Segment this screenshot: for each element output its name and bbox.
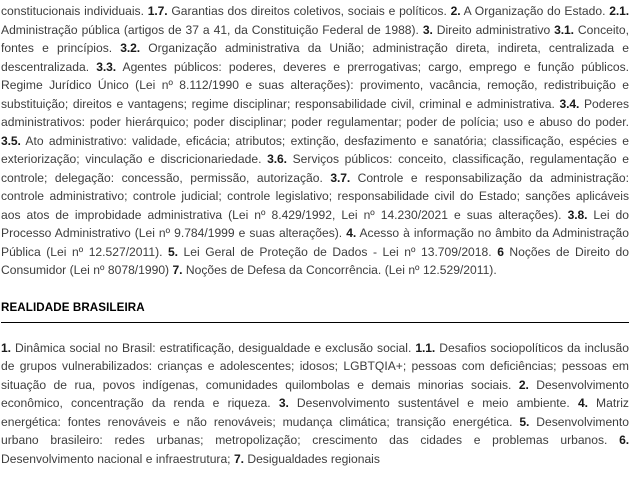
conteudo-programatico-paragrafo-1: constitucionais individuais. 1.7. Garantias dos direitos coletivos, sociais e políticos. 2. A Organização do Estado. 2.1. Administração pública (artigos de 37 a 41, da Constituição Federal de 1988). 3. Direito administrativo 3.1. Conceito, fontes e princípios. 3.2. Organização administrativa da União; administração direta, indireta, centralizada e descentralizada. 3.3. Agentes públicos: poderes, deveres e prerrogativas; cargo, emprego e função públicos. Regime Jurídico Único (Lei nº 8.112/1990 e suas alterações): provimento, vacância, remoção, redistribuição e substituição; direitos e vantagens; regime disciplinar; responsabilidade civil, criminal e administrativa. 3.4. Poderes administrativos: poder hierárquico; poder disciplinar; poder regulamentar; poder de polícia; uso e abuso do poder. 3.5. Ato administrativo: validade, eficácia; atributos; extinção, desfazimento e sanatória; classificação, espécies e exteriorização; vinculação e discricionariedade. 3.6. Serviços públicos: conceito, classificação, regulamentação e controle; delegação: concessão, permissão, autorização. 3.7. Controle e responsabilização da administração: controle administrativo; controle judicial; controle legislativo; responsabilidade civil do Estado; sanções aplicáveis aos atos de improbidade administrativa (Lei nº 8.429/1992, Lei nº 14.230/2021 e suas alterações). 3.8. Lei do Processo Administrativo (Lei nº 9.784/1999 e suas alterações). 4. Acesso à informação no âmbito da Administração Pública (Lei nº 12.527/2011). 5. Lei Geral de Proteção de Dados - Lei nº 13.709/2018. 6 Noções de Direito do Consumidor (Lei nº 8078/1990) 7. Noções de Defesa da Concorrência. (Lei nº 12.529/2011). <box>1 4 630 277</box>
heading-spacer-bottom <box>1 314 629 322</box>
realidade-brasileira-heading: REALIDADE BRASILEIRA <box>1 300 145 314</box>
realidade-brasileira-paragrafo: 1. Dinâmica social no Brasil: estratificação, desigualdade e exclusão social. 1.1. Desafios sociopolíticos da inclusão de grupos vulnerabilizados: crianças e adolescentes; idosos; LGBTQIA+; pessoas com deficiências; pessoas em situação de rua, povos indígenas, comunidades quilombolas e demais minorias sociais. 2. Desenvolvimento econômico, concentração da renda e riqueza. 3. Desenvolvimento sustentável e meio ambiente. 4. Matriz energética: fontes renováveis e não renováveis; mudança climática; transição energética. 5. Desenvolvimento urbano brasileiro: redes urbanas; metropolização; crescimento das cidades e problemas urbanos. 6. Desenvolvimento nacional e infraestrutura; 7. Desigualdades regionais <box>1 340 629 467</box>
heading-spacer-top <box>1 280 629 301</box>
rule-gap <box>1 323 629 339</box>
